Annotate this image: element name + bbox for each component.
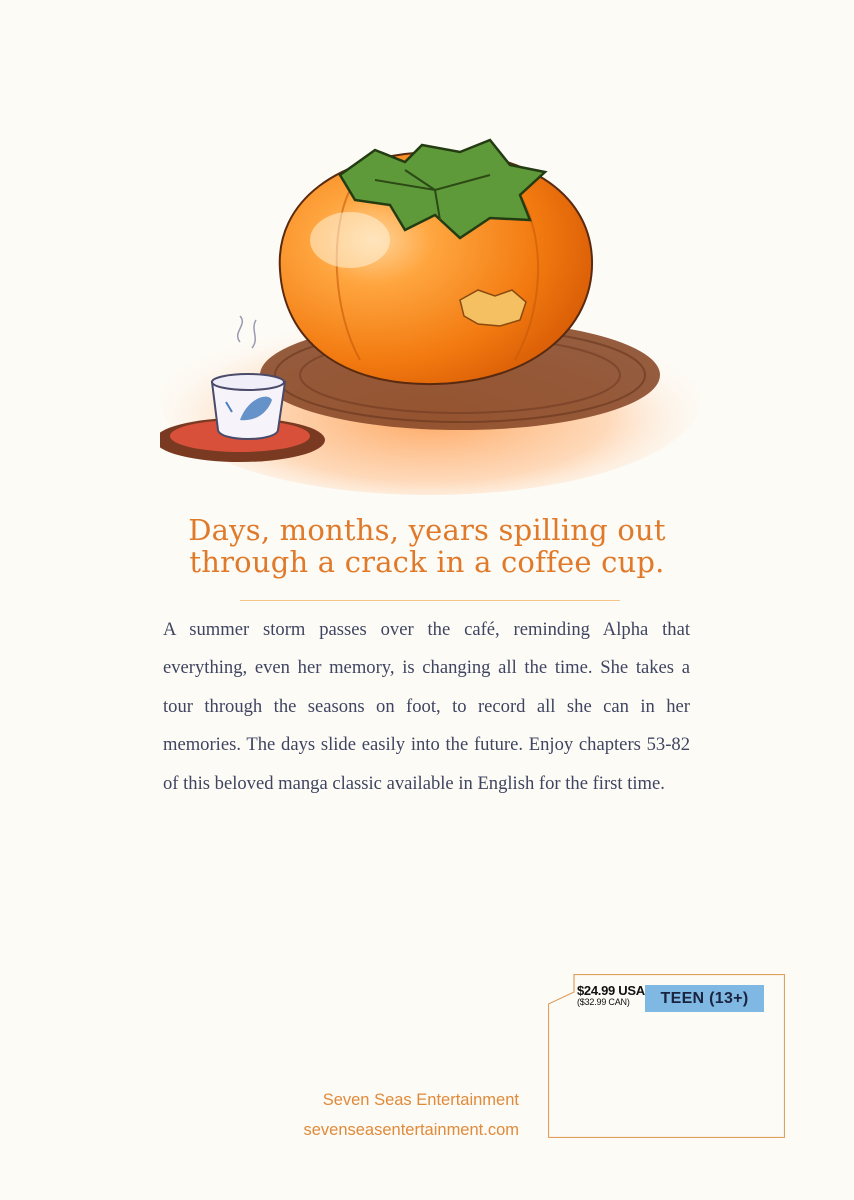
tagline <box>100 514 754 578</box>
tagline-line-2: through a crack in a coffee cup. <box>189 545 665 579</box>
publisher-url[interactable]: sevenseasentertainment.com <box>303 1121 519 1139</box>
persimmon-icon <box>160 120 700 500</box>
tagline-line-1: Days, months, years spilling out <box>188 513 666 547</box>
price-block <box>577 983 645 1007</box>
divider <box>240 600 620 601</box>
publisher-name: Seven Seas Entertainment <box>322 1091 519 1109</box>
price-can: ($32.99 CAN) <box>577 997 630 1007</box>
book-description: A summer storm passes over the café, reminding Alpha that everything, even her memory, is changing all the time. She takes a tour through the seasons on foot, to record all she can in her memories. The days slide easily into the future. Enjoy chapters 53-82 of this beloved manga classic available in English for the first time. <box>163 619 690 794</box>
persimmon-teacup-illustration <box>160 120 700 500</box>
age-rating-badge: TEEN (13+) <box>645 985 764 1012</box>
price-usd: $24.99 USA <box>577 983 645 998</box>
